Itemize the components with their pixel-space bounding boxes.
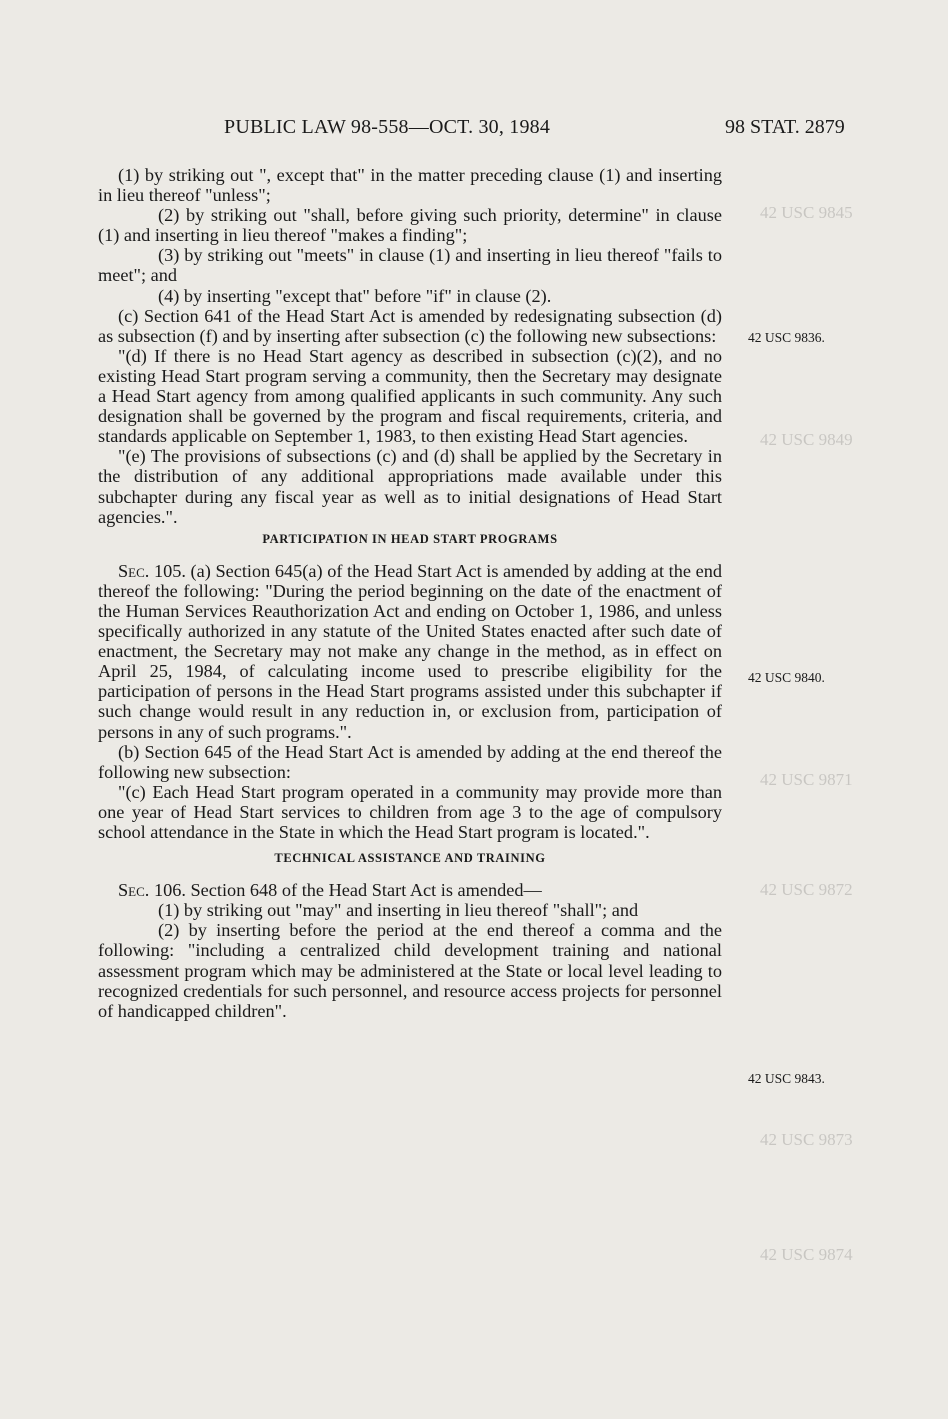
section-label: Sec.: [118, 560, 150, 581]
margin-citation: 42 USC 9840.: [748, 670, 825, 685]
paragraph-text: (2) by inserting before the period at the end thereof a comma and the following: "including a centralized child development training and national assessment program which may be administered at the State or local level leading to recognized credentials for such personnel, and resource access projects for personnel of handicapped children".: [98, 920, 722, 1021]
section-heading: PARTICIPATION IN HEAD START PROGRAMS: [262, 531, 558, 546]
header-stat-page: 98 STAT. 2879: [725, 116, 845, 138]
bleed-through-text: 42 USC 9871: [760, 770, 853, 789]
paragraph-text: (b) Section 645 of the Head Start Act is amended by adding at the end thereof the following new subsection:: [98, 741, 722, 782]
paragraph: [58, 165, 722, 205]
paragraph-text: "(c) Each Head Start program operated in a community may provide more than one year of Head Start services to children from age 3 to the age of compulsory school attendance in the State in which the Head Start program is located.".: [98, 781, 722, 842]
paragraph: [98, 245, 722, 285]
section-heading: TECHNICAL ASSISTANCE AND TRAINING: [274, 851, 546, 866]
bleed-through-text: 42 USC 9872: [760, 880, 853, 899]
paragraph-text: (3) by striking out "meets" in clause (1) and inserting in lieu thereof "fails to meet"; and: [98, 245, 722, 286]
paragraph-text: (c) Section 641 of the Head Start Act is amended by redesignating subsection (d) as subsection (f) and by inserting after subsection (c) the following new subsections:: [98, 305, 722, 346]
paragraph: [98, 561, 722, 742]
margin-citation: 42 USC 9836.: [748, 330, 825, 345]
bleed-through-text: 42 USC 9873: [760, 1130, 853, 1149]
bleed-through-text: 42 USC 9845: [760, 203, 853, 222]
margin-citation: 42 USC 9843.: [748, 1071, 825, 1086]
paragraph-text: 106. Section 648 of the Head Start Act is amended—: [153, 880, 542, 901]
paragraph: [98, 782, 722, 842]
paragraph: [98, 742, 722, 782]
paragraph-text: "(d) If there is no Head Start agency as described in subsection (c)(2), and no existing Head Start program serving a community, then the Secretary may designate a Head Start agency from among qualified applicants in such community. Any such designation shall be governed by the program and fiscal requirements, criteria, and standards applicable on September 1, 1983, to then existing Head Start agencies.: [98, 345, 722, 447]
page-header: [0, 116, 948, 146]
paragraph: [98, 346, 722, 446]
paragraph: [98, 205, 722, 245]
document-body: [98, 165, 722, 1021]
paragraph-text: "(e) The provisions of subsections (c) and (d) shall be applied by the Secretary in the distribution of any additional appropriations made available under this subchapter during any fiscal year as well as to initial designations of Head Start agencies.".: [98, 446, 722, 527]
paragraph-text: 105. (a) Section 645(a) of the Head Start Act is amended by adding at the end thereof the following: "During the period beginning on the date of the enactment of the Human Services Reauthorization Act and ending on October 1, 1986, and unless specifically authorized in any statute of the United States enacted after such date of enactment, the Secretary may not make any change in the method, as in effect on April 25, 1984, of calculating income used to prescribe eligibility for the participation of persons in the Head Start programs assisted under this subchapter if such change would result in any reduction in, or exclusion from, participation of persons in any of such programs.".: [98, 560, 722, 742]
paragraph-text: (1) by striking out "may" and inserting in lieu thereof "shall"; and: [158, 900, 639, 921]
paragraph: [98, 306, 722, 346]
paragraph: [98, 880, 722, 900]
bleed-through-text: 42 USC 9849: [760, 430, 853, 449]
paragraph: [98, 920, 722, 1020]
paragraph: [98, 900, 722, 920]
section-label: Sec.: [118, 880, 150, 901]
paragraph: [98, 286, 722, 306]
header-title: PUBLIC LAW 98-558—OCT. 30, 1984: [224, 116, 551, 138]
paragraph-text: (4) by inserting "except that" before "if" in clause (2).: [158, 285, 552, 306]
paragraph: [98, 446, 722, 526]
bleed-through-text: 42 USC 9874: [760, 1245, 853, 1264]
paragraph-text: (1) by striking out ", except that" in the matter preceding clause (1) and inserting in lieu thereof "unless";: [98, 165, 722, 206]
paragraph-text: (2) by striking out "shall, before giving such priority, determine" in clause (1) and inserting in lieu thereof "makes a finding";: [98, 205, 722, 246]
